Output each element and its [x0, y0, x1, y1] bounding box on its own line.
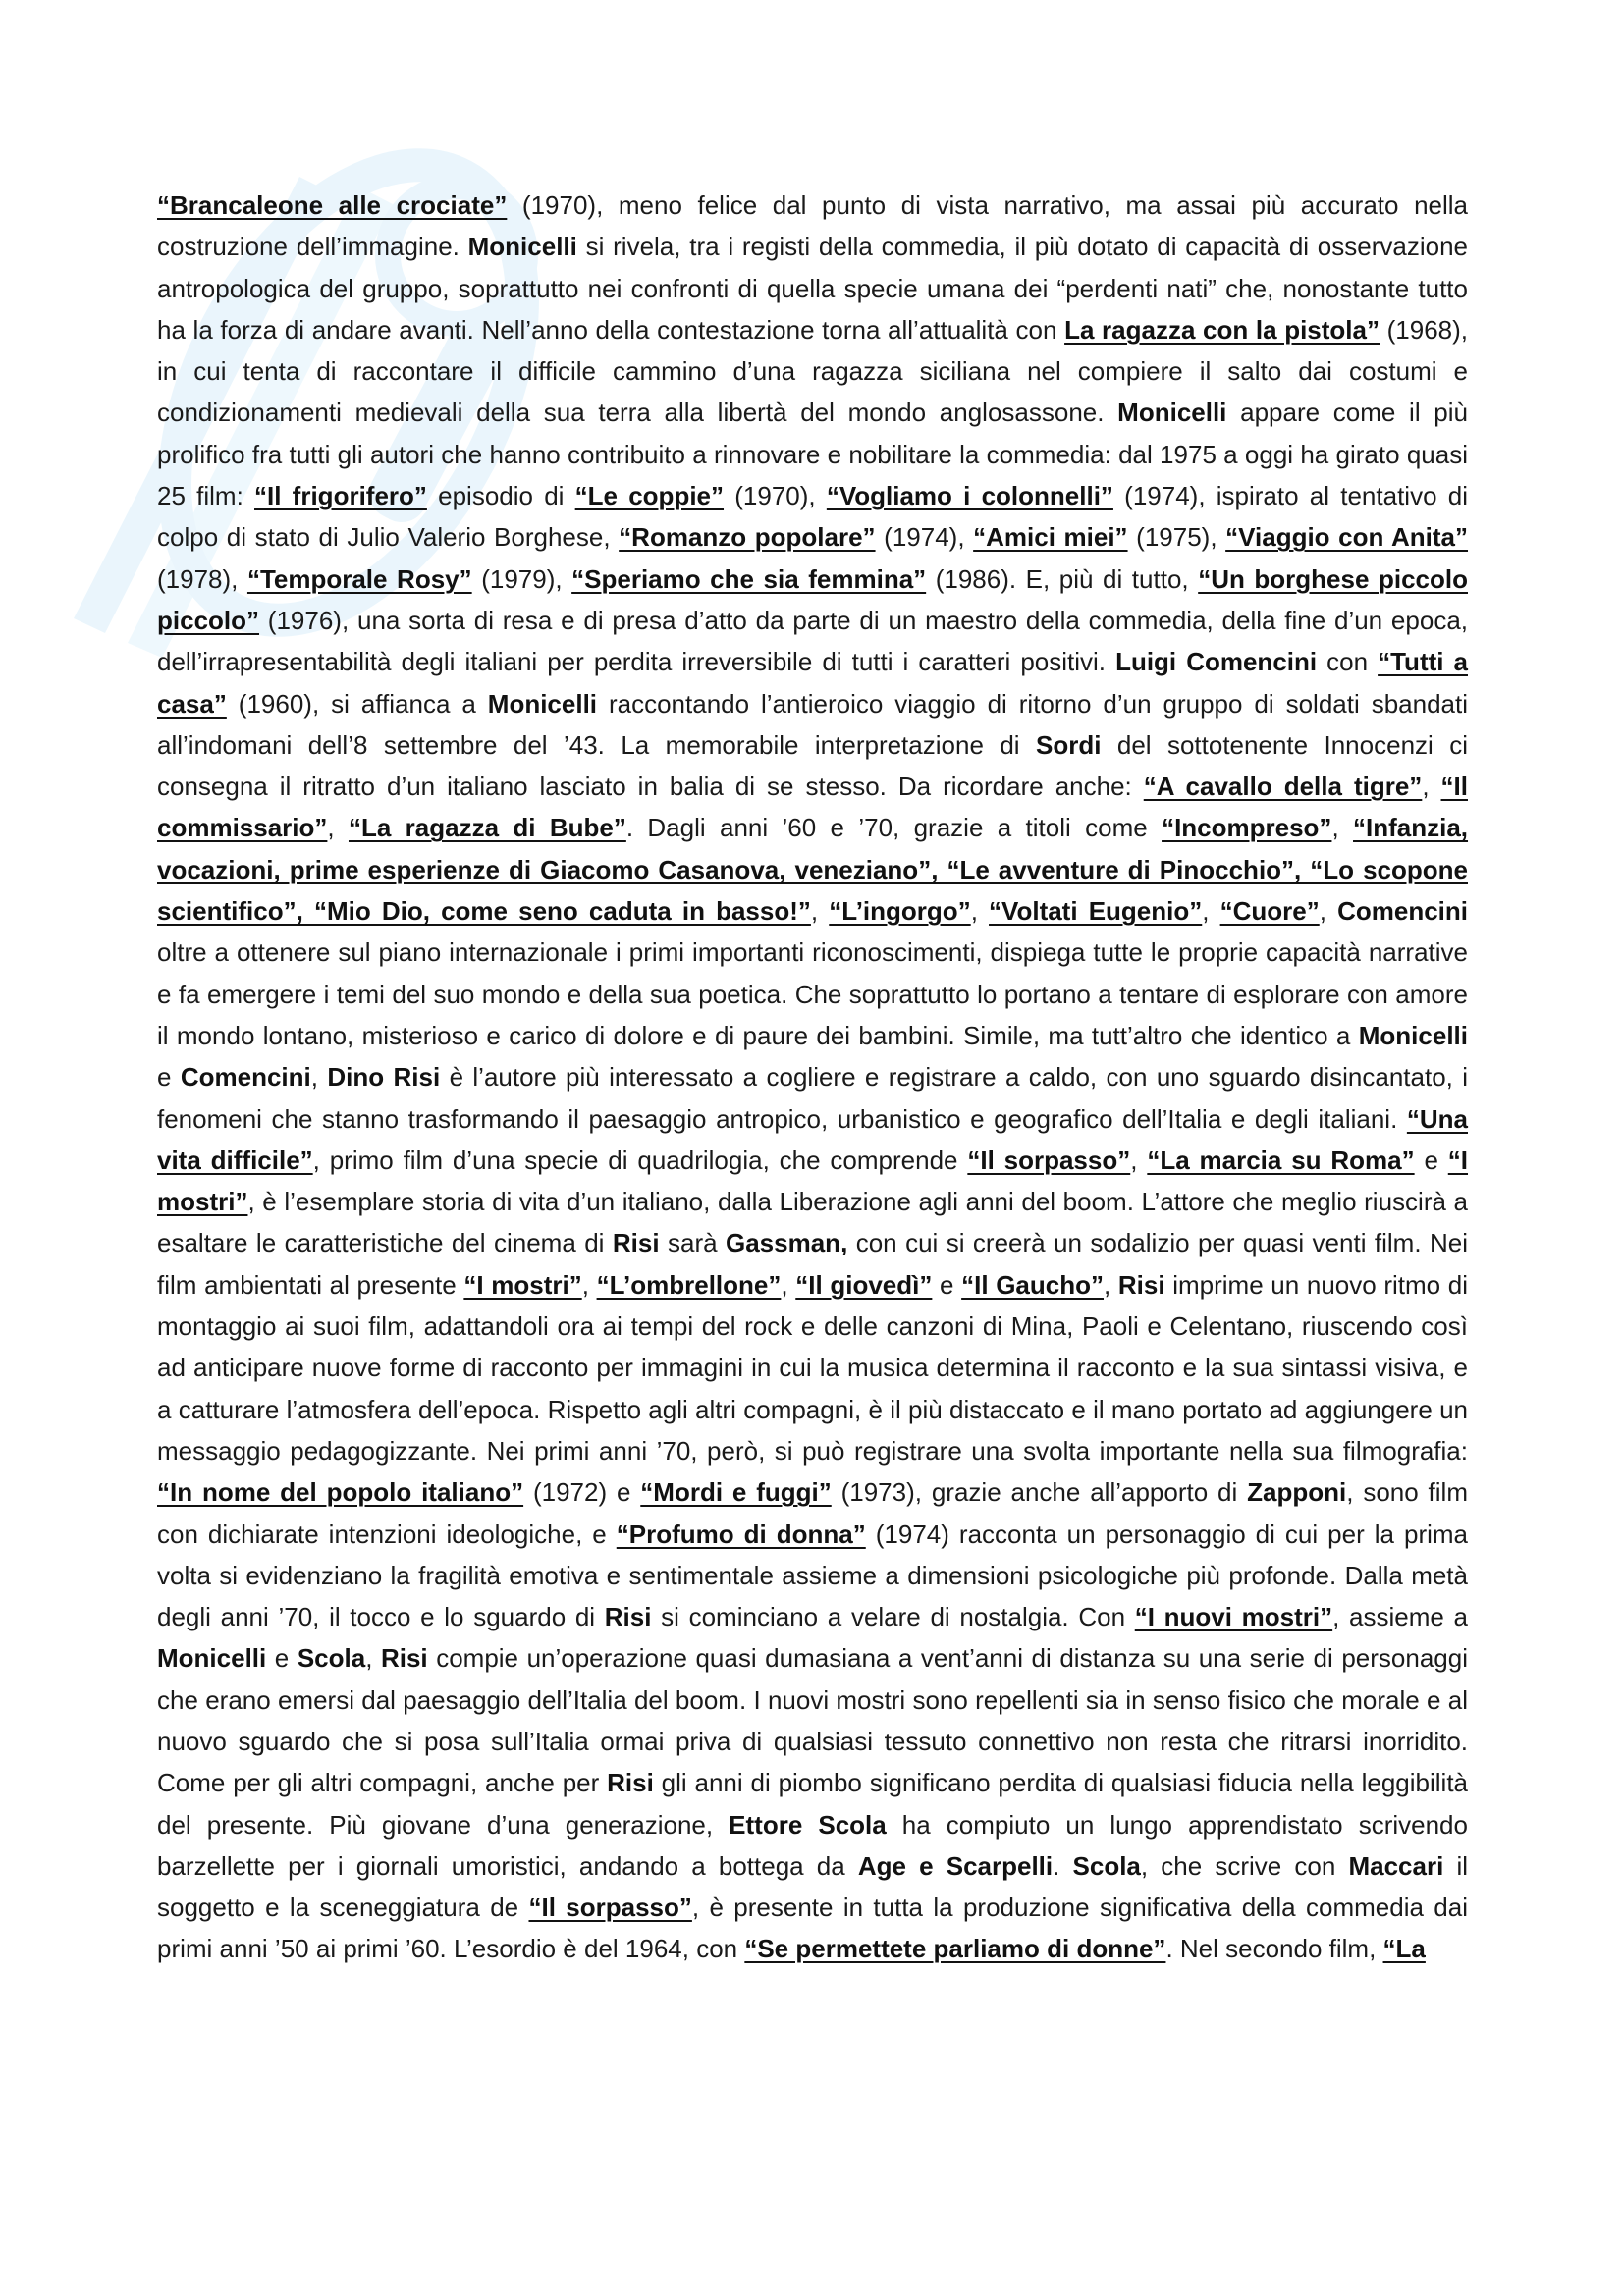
film-title: “Speriamo che sia femmina” — [571, 563, 927, 594]
text-run: (1986). E, più di tutto, — [926, 563, 1199, 594]
film-title: “La marcia su Roma” — [1147, 1145, 1415, 1175]
film-title: “La — [1382, 1934, 1426, 1964]
film-title: “Incompreso” — [1162, 813, 1332, 843]
text-run: (1975), — [1127, 522, 1226, 553]
text-run: , è presente in tutta la produzione significativa della commedia dai primi anni ’50 ai primi ’60. L’esordio è del 1964, con — [157, 1893, 1468, 1964]
film-title: “Viaggio con Anita” — [1225, 522, 1469, 553]
film-title: “Temporale Rosy” — [246, 563, 472, 594]
text-run: , — [310, 1062, 328, 1093]
person-name: Age e Scarpelli — [857, 1850, 1054, 1881]
text-run: imprime un nuovo ritmo di montaggio ai suoi film, adattandoli ora ai tempi del rock e delle canzoni di Mina, Paoli e Celentano, riuscendo così ad anticipare nuove forme di racconto per immagini in cui la musica determina il racconto e la sua sintassi visiva, e a catturare l’atmosfera dell’epoca. Rispetto agli altri compagni, è il più distaccato e il mano portato ad aggiungere un messaggio pedagogizzante. Nei primi anni ’70, però, si può registrare una svolta importante nella sua filmografia: — [157, 1269, 1468, 1466]
film-title: “Il sorpasso” — [967, 1145, 1131, 1175]
film-title: “In nome del popolo italiano” — [157, 1477, 524, 1508]
person-name: Dino Risi — [327, 1062, 441, 1093]
text-run: , — [1104, 1269, 1118, 1300]
text-run: e — [932, 1269, 962, 1300]
text-run: con — [1317, 647, 1379, 677]
text-run: . — [1053, 1850, 1073, 1881]
text-run: è l’autore più interessato a cogliere e registrare a caldo, con uno sguardo disincantato, i fenomeni che stanno trasformando il paesaggio antropico, urbanistico e geografico dell’Italia e degli italiani. — [157, 1062, 1469, 1134]
text-run: raccontando l’antieroico viaggio di ritorno d’un gruppo di soldati sbandati all’indomani dell’8 settembre del ’43. La memorabile interpretazione di — [157, 688, 1468, 760]
film-title: “Voltati Eugenio” — [989, 896, 1203, 927]
text-run: (1968), in cui tenta di raccontare il difficile cammino d’una ragazza siciliana nel compiere il salto dai costumi e condizionamenti medievali della sua terra alla libertà del mondo anglosassone. — [157, 314, 1469, 428]
person-name: Monicelli — [1117, 398, 1227, 428]
film-title: “Il sorpasso” — [528, 1893, 692, 1923]
person-name: Scola — [1072, 1850, 1141, 1881]
person-name: Risi — [607, 1768, 654, 1798]
film-title: “Se permettete parliamo di donne” — [744, 1934, 1166, 1964]
text-run: , — [810, 896, 830, 927]
film-title: “L’ingorgo” — [829, 896, 971, 927]
film-title: “L’ombrellone” — [596, 1269, 782, 1300]
film-title: “Infanzia, vocazioni, prime esperienze di Giacomo Casanova, veneziano”, “Le avventure di Pinocchio”, “Lo scopone scientifico”, “Mio Dio, come seno caduta in basso!” — [157, 813, 1469, 927]
person-name: Monicelli — [467, 232, 577, 262]
film-title: “A cavallo della tigre” — [1143, 772, 1423, 802]
person-name: Gassman, — [726, 1228, 848, 1258]
person-name: Risi — [1117, 1269, 1165, 1300]
text-run: . Nel secondo film, — [1165, 1934, 1383, 1964]
text-run: , — [970, 896, 990, 927]
person-name: Monicelli — [157, 1643, 267, 1674]
text-run: (1970), — [724, 481, 827, 511]
text-run: , — [1422, 772, 1441, 802]
text-run: ha compiuto un lungo apprendistato scrivendo barzellette per i giornali umoristici, andando a bottega da — [157, 1809, 1468, 1881]
text-run: (1974), — [875, 522, 974, 553]
text-run: (1974) racconta un personaggio di cui per la prima volta si evidenziano la fragilità emotiva e sentimentale assieme a dimensioni psicologiche più profonde. Dalla metà degli anni ’70, il tocco e lo sguardo di — [157, 1519, 1468, 1632]
person-name: Risi — [380, 1643, 428, 1674]
film-title: “Una vita difficile” — [157, 1103, 1468, 1175]
text-run: . Dagli anni ’60 e ’70, grazie a titoli come — [625, 813, 1163, 843]
film-title: “Il frigorifero” — [254, 481, 427, 511]
film-title: “Romanzo popolare” — [619, 522, 876, 553]
text-run: , che scrive con — [1140, 1850, 1349, 1881]
film-title: La ragazza con la pistola” — [1064, 314, 1380, 345]
film-title: “Cuore” — [1219, 896, 1320, 927]
person-name: Comencini — [180, 1062, 311, 1093]
text-run: , — [1331, 813, 1354, 843]
text-run: (1973), grazie anche all’apporto di — [831, 1477, 1248, 1508]
text-run: , — [781, 1269, 796, 1300]
text-run: (1976), una sorta di resa e di presa d’atto da parte di un maestro della commedia, della fine d’un epoca, dell’irrapresentabilità degli italiani per perdita irreversibile di tutti i caratteri positivi. — [157, 605, 1468, 677]
body-paragraph — [157, 185, 1468, 1970]
person-name: Zapponi — [1247, 1477, 1347, 1508]
text-run: (1970), meno felice dal punto di vista narrativo, ma assai più accurato nella costruzione dell’immagine. — [157, 190, 1468, 262]
person-name: Monicelli — [487, 688, 598, 719]
film-title: “Il Gaucho” — [961, 1269, 1105, 1300]
text-run: compie un’operazione quasi dumasiana a vent’anni di distanza su una serie di personaggi che erano emersi dal paesaggio dell’Italia del boom. I nuovi mostri sono repellenti sia in senso fisico che morale e al nuovo sguardo che si posa sull’Italia ormai priva di qualsiasi tessuto connettivo non resta che ritrarsi inorridito. Come per gli altri compagni, anche per — [157, 1643, 1468, 1798]
film-title: “Brancaleone alle crociate” — [157, 190, 508, 220]
text-run: del sottotenente Innocenzi ci consegna il ritratto d’un italiano lasciato in balia di se stesso. Da ricordare anche: — [157, 729, 1468, 802]
text-run: sarà — [659, 1228, 726, 1258]
text-run: , — [1202, 896, 1220, 927]
text-run: , primo film d’una specie di quadrilogia, che comprende — [312, 1145, 968, 1175]
film-title: “Mordi e fuggi” — [640, 1477, 832, 1508]
text-run: , — [327, 813, 349, 843]
person-name: Comencini — [1337, 896, 1469, 927]
text-run: appare come il più prolifico fra tutti gli autori che hanno contribuito a rinnovare e nobilitare la commedia: dal 1975 a oggi ha girato quasi 25 film: — [157, 398, 1468, 511]
text-run: e — [1414, 1145, 1448, 1175]
text-run: , — [1319, 896, 1338, 927]
film-title: “I mostri” — [463, 1269, 582, 1300]
text-run: e — [157, 1062, 181, 1093]
text-run: gli anni di piombo significano perdita di qualsiasi fiducia nella leggibilità del presente. Più giovane d’una generazione, — [157, 1768, 1469, 1840]
person-name: Ettore Scola — [729, 1809, 887, 1840]
person-name: Sordi — [1035, 729, 1102, 760]
person-name: Maccari — [1348, 1850, 1444, 1881]
text-run: (1974), ispirato al tentativo di colpo di stato di Julio Valerio Borghese, — [157, 481, 1468, 553]
film-title: “Un borghese piccolo piccolo” — [157, 563, 1468, 635]
text-run: , — [581, 1269, 597, 1300]
text-run: , assieme a — [1332, 1602, 1468, 1632]
person-name: Risi — [604, 1602, 652, 1632]
film-title: “Le coppie” — [574, 481, 725, 511]
text-run: (1978), — [157, 563, 247, 594]
text-run: , — [1130, 1145, 1148, 1175]
person-name: Luigi Comencini — [1115, 647, 1318, 677]
text-run: episodio di — [426, 481, 575, 511]
text-run: e — [266, 1643, 298, 1674]
text-run: oltre a ottenere sul piano internazionale i primi importanti riconoscimenti, dispiega tutte le proprie capacità narrative e fa emergere i temi del suo mondo e della sua poetica. Che soprattutto lo portano a tentare di esplorare con amore il mondo lontano, misterioso e carico di dolore e di paure dei bambini. Simile, ma tutt’altro che identico a — [157, 937, 1468, 1050]
person-name: Scola — [297, 1643, 366, 1674]
film-title: “I mostri” — [157, 1145, 1469, 1217]
film-title: “I nuovi mostri” — [1134, 1602, 1333, 1632]
person-name: Risi — [612, 1228, 660, 1258]
film-title: “Profumo di donna” — [616, 1519, 866, 1549]
text-run: , è l’esemplare storia di vita d’un italiano, dalla Liberazione agli anni del boom. L’attore che meglio riuscirà a esaltare le caratteristiche del cinema di — [157, 1187, 1468, 1258]
person-name: Monicelli — [1358, 1020, 1468, 1050]
text-run: con cui si creerà un sodalizio per quasi venti film. Nei film ambientati al presente — [157, 1228, 1468, 1300]
film-title: “La ragazza di Bube” — [348, 813, 626, 843]
film-title: “Il giovedì” — [795, 1269, 933, 1300]
text-run: si cominciano a velare di nostalgia. Con — [651, 1602, 1135, 1632]
text-run: il soggetto e la sceneggiatura de — [157, 1850, 1468, 1923]
film-title: “Vogliamo i colonnelli” — [826, 481, 1113, 511]
film-title: “Il commissario” — [157, 772, 1468, 843]
film-title: “Amici miei” — [973, 522, 1128, 553]
text-run: , sono film con dichiarate intenzioni ideologiche, e — [157, 1477, 1468, 1549]
text-run: (1972) e — [523, 1477, 641, 1508]
text-run: (1979), — [471, 563, 572, 594]
text-run: , — [365, 1643, 381, 1674]
film-title: “Tutti a casa” — [157, 647, 1468, 719]
text-run: (1960), si affianca a — [226, 688, 488, 719]
text-run: si rivela, tra i registi della commedia, il più dotato di capacità di osservazione antropologica del gruppo, soprattutto nei confronti di quella specie umana dei “perdenti nati” che, nonostante tutto ha la forza di andare avanti. Nell’anno della contestazione torna all’attualità con — [157, 232, 1468, 345]
